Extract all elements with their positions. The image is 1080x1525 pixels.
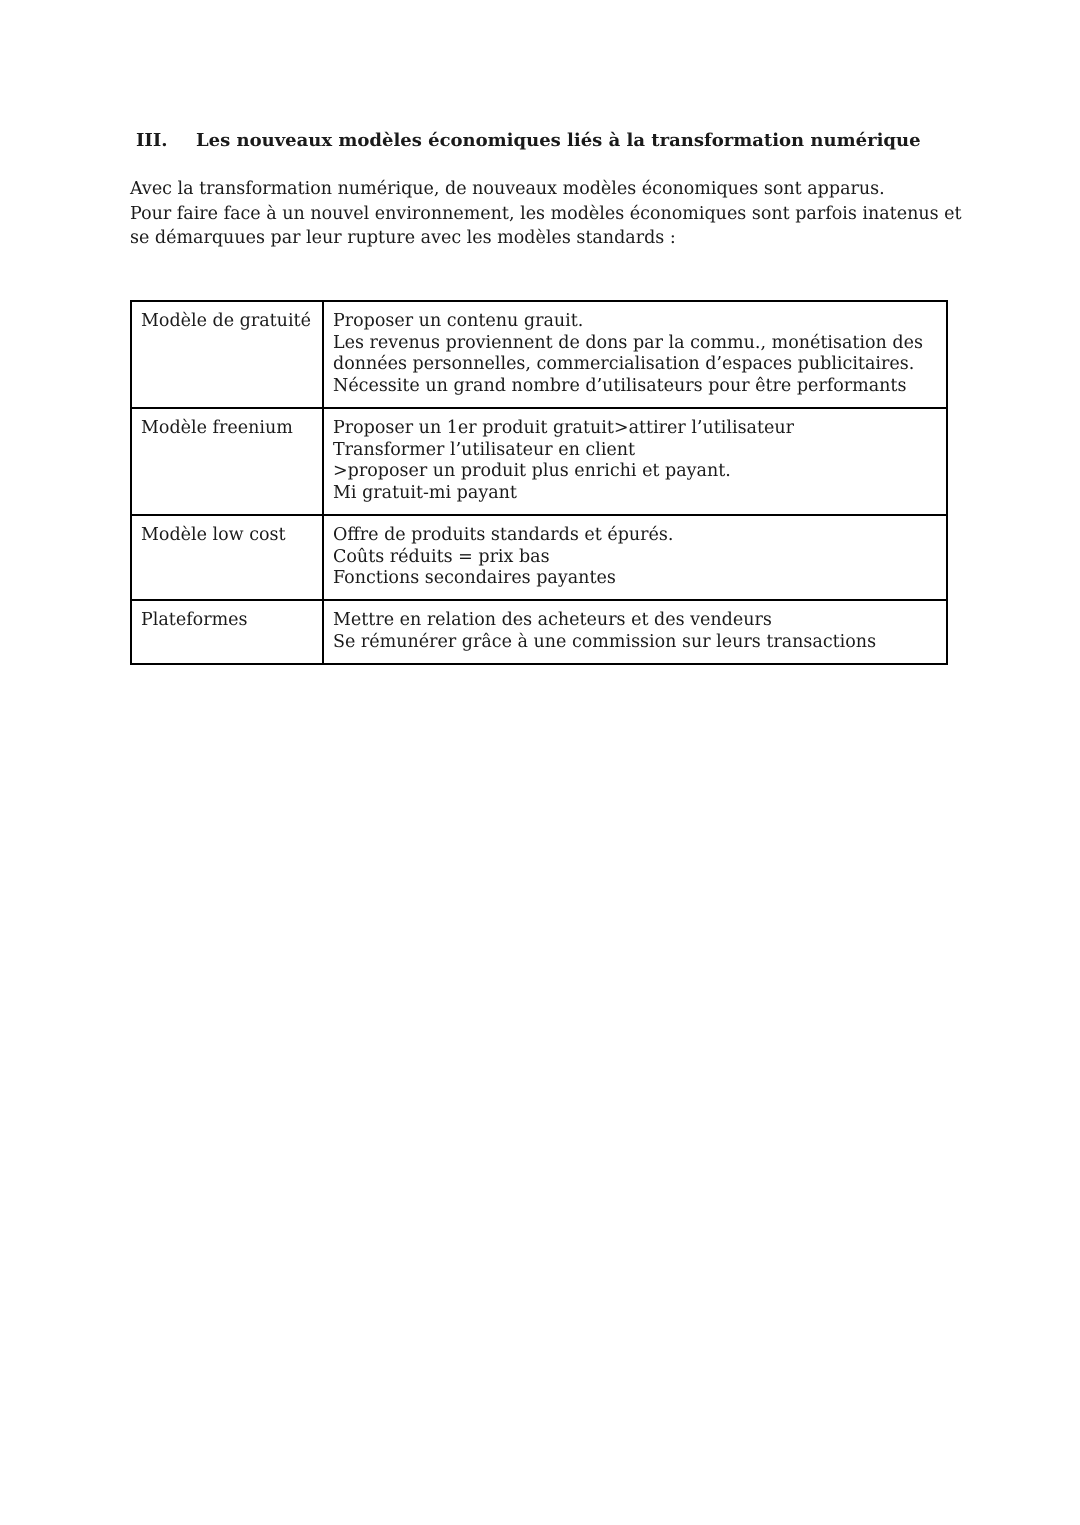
- table-row: [131, 600, 947, 664]
- model-name: Plateformes: [131, 600, 323, 664]
- description-line: données personnelles, commercialisation d’espaces publicitaires.: [333, 354, 915, 374]
- description-line: Nécessite un grand nombre d’utilisateurs pour être performants: [333, 375, 907, 396]
- business-models-table: [130, 300, 948, 665]
- intro-line: se démarquues par leur rupture avec les modèles standards :: [130, 228, 676, 248]
- intro-paragraph: [130, 177, 960, 251]
- table-row: [131, 515, 947, 600]
- table-row: [131, 301, 947, 408]
- model-name: Modèle low cost: [131, 515, 323, 600]
- description-line: Proposer un 1er produit gratuit>attirer l’utilisateur: [333, 418, 795, 438]
- description-line: Fonctions secondaires payantes: [333, 568, 616, 588]
- model-name: Modèle de gratuité: [131, 301, 323, 408]
- model-description: [323, 301, 947, 408]
- table-row: [131, 408, 947, 515]
- model-name: Modèle freenium: [131, 408, 323, 515]
- description-line: Proposer un contenu grauit.: [333, 311, 584, 331]
- model-description: [323, 515, 947, 600]
- section-heading: [136, 128, 956, 154]
- description-line: >proposer un produit plus enrichi et payant.: [333, 461, 731, 481]
- model-description: [323, 408, 947, 515]
- section-title: Les nouveaux modèles économiques liés à la transformation numérique: [196, 130, 921, 151]
- description-line: Mettre en relation des acheteurs et des vendeurs: [333, 610, 772, 630]
- intro-line: Avec la transformation numérique, de nouveaux modèles économiques sont apparus.: [130, 179, 885, 199]
- intro-line: Pour faire face à un nouvel environnement, les modèles économiques sont parfois inatenus et: [130, 203, 962, 224]
- description-line: Se rémunérer grâce à une commission sur leurs transactions: [333, 631, 877, 652]
- description-line: Coûts réduits = prix bas: [333, 546, 550, 567]
- description-line: Offre de produits standards et épurés.: [333, 525, 674, 545]
- description-line: Les revenus proviennent de dons par la commu., monétisation des: [333, 332, 923, 353]
- description-line: Transformer l’utilisateur en client: [333, 439, 636, 460]
- model-description: [323, 600, 947, 664]
- section-number: III.: [136, 130, 168, 151]
- description-line: Mi gratuit-mi payant: [333, 482, 517, 503]
